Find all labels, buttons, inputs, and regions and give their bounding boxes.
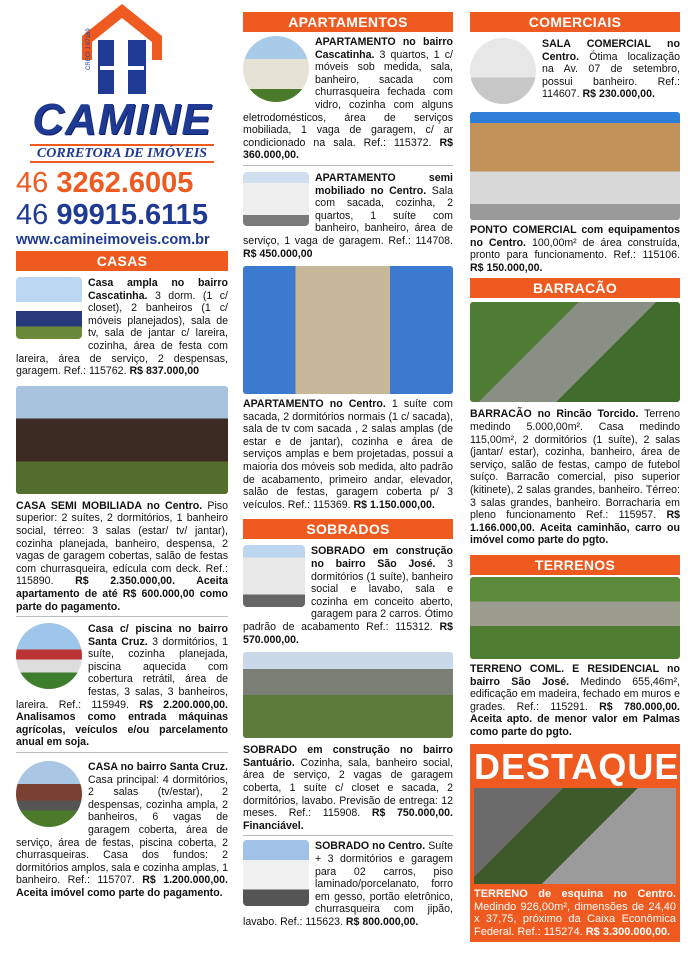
- listing-body: Terreno medindo 5.000,00m². Casa medindo 115,00m², 2 dormitórios (1 suíte), 2 salas (jantar/ estar), cozinha, banheiro, área de serviço, salão de festas, campo de futebol suíço. Barracão comercial, piso superior (kitinete), 2 salas grandes, banheiro. Térreo: 3 salas grandes, banheiro. Borracharia em pleno funcionamento Ref.: 115957.: [470, 408, 680, 522]
- destaque-box: [470, 744, 680, 942]
- listing-price: R$ 2.200.000,00. Analisamos como entrada máquinas agrícolas, veículos e/ou parcelamento anual em soja.: [16, 698, 228, 749]
- listing-title: SOBRADO em construção no bairro São José.: [311, 545, 453, 571]
- neighborhood-photo: [243, 652, 453, 738]
- listing-price: R$ 450.000,00: [243, 247, 313, 260]
- column-middle: [243, 0, 453, 929]
- section-header-terrenos: TERRENOS: [470, 555, 680, 575]
- listing-title: APARTAMENTO semi mobiliado no Centro.: [315, 171, 453, 197]
- divider: [16, 752, 228, 753]
- listing-casa-1: [16, 277, 228, 378]
- house-photo: [16, 623, 82, 689]
- listing-price: R$ 1.150.000,00.: [350, 498, 435, 511]
- creci-text: CRECI J 07169: [86, 28, 92, 70]
- house-photo: [243, 545, 305, 607]
- listing-body: Casa principal: 4 dormitórios, 2 salas (tv/estar), 2 despensas, cozinha ampla, 2 banheiros, 6 vagas de garagem coberta, área de serviço, área de festas, piscina coberta, 2 churrasqueiras. Casa dos fundos: 2 dormitórios amplos, sala e cozinha amplas, 1 banheiro. Ref.: 115707.: [16, 773, 228, 887]
- listing-body: 3 dormitórios, 1 suíte, cozinha planejada, piscina aquecida com cobertura retrátil, área de festas, 3 salas, 3 banheiros, lareira. Ref.: 115949.: [16, 635, 228, 711]
- listing-body: 3 dormitórios (1 suíte), banheiro social e lavabo, sala e cozinha em conceito aberto, garagem para 2 carros. Ótimo padrão de acabamento Ref.: 115312.: [243, 558, 453, 633]
- divider: [243, 835, 453, 836]
- listing-title: SOBRADO em construção no bairro Santuário.: [243, 744, 453, 769]
- listing-sobrado-2: [243, 744, 453, 832]
- listing-barracao: [470, 408, 680, 547]
- logo: [16, 0, 228, 98]
- listing-title: CASA no bairro Santa Cruz.: [88, 761, 228, 774]
- listing-body: 3 dorm. (1 c/ closet), 2 banheiros (1 c/ móveis planejados), sala de tv, sala de jantar c/ lareira, cozinha, área de festa com lareira, área de serviço, 2 despensas, garagem. Ref.: 115762.: [16, 289, 228, 378]
- listing-price: R$ 3.300.000,00.: [582, 925, 671, 938]
- listing-price: R$ 230.000,00.: [579, 88, 655, 101]
- website-link[interactable]: www.camineimoveis.com.br: [16, 232, 210, 248]
- listing-price: R$ 1.166.000,00. Aceita caminhão, carro ou imóvel como parte do pgto.: [470, 509, 680, 547]
- listing-price: R$ 780.000,00. Aceita apto. de menor valor em Palmas como parte do pgto.: [470, 700, 680, 738]
- column-left: [16, 0, 228, 900]
- house-photo: [16, 277, 82, 339]
- section-header-casas: CASAS: [16, 251, 228, 271]
- listing-body: Ótima localização na Av. 07 de setembro, possui banheiro. Ref.: 114607.: [542, 50, 680, 101]
- divider: [16, 616, 228, 617]
- listing-title: Casa ampla no bairro Cascatinha.: [88, 277, 228, 302]
- listing-price: R$ 150.000,00.: [470, 261, 543, 274]
- listing-title: APARTAMENTO no bairro Cascatinha.: [315, 36, 453, 61]
- listing-casa-2: [16, 500, 228, 613]
- section-header-comerciais: COMERCIAIS: [470, 12, 680, 32]
- listing-destaque: [474, 888, 676, 938]
- listing-body: Suíte + 3 dormitórios e garagem para 02 carros, piso laminado/porcelanato, forro em gesso, portão eletrônico, churrasqueira com jipão, lavabo. Ref.: 115623.: [243, 840, 453, 928]
- listing-terreno: [470, 663, 680, 739]
- section-header-barracao: BARRACÃO: [470, 278, 680, 298]
- listing-body: 100,00m² de área construída, pronto para funcionamento. Ref.: 115106.: [470, 236, 680, 262]
- listing-sobrado-3: [243, 840, 453, 928]
- column-right: [470, 0, 680, 942]
- listing-body: Piso superior: 2 suítes, 2 dormitórios, 1 banheiro social, térreo: 3 salas (estar/ tv/ jantar), cozinha planejada, banheiro, despensa, 2 vagas de garagem cobertas, salão de festas com churrasqueira, edícula com deck. Ref.: 115890.: [16, 499, 228, 588]
- aerial-photo-barracao: [470, 302, 680, 402]
- listing-price: R$ 2.350.000,00. Aceita apartamento de até R$ 600.000,00 como parte do pagamento.: [16, 575, 228, 613]
- commercial-photo: [470, 112, 680, 220]
- brand-name: CAMINE: [32, 95, 212, 144]
- listing-title: TERRENO de esquina no Centro.: [474, 888, 676, 901]
- office-photo: [470, 38, 536, 104]
- listing-body: Sala com sacada, cozinha, 2 quartos, 1 suíte com banheiro, banheiro, área de serviço, 1 vaga de garagem. Ref.: 114708.: [243, 184, 454, 247]
- destaque-title: DESTAQUE: [474, 746, 680, 788]
- listing-title: CASA SEMI MOBILIADA no Centro.: [16, 499, 203, 512]
- listing-title: TERRENO COML. E RESIDENCIAL no bairro São José.: [470, 662, 680, 688]
- divider: [243, 165, 453, 166]
- listing-price: R$ 360.000,00.: [243, 136, 453, 162]
- destaque-photo: [474, 788, 676, 884]
- listing-casa-4: [16, 761, 228, 900]
- listing-price: R$ 750.000,00. Financiável.: [243, 807, 453, 832]
- listing-price: R$ 570.000,00.: [243, 621, 453, 646]
- house-photo-large: [16, 386, 228, 494]
- listing-price: R$ 837.000,00: [126, 365, 199, 378]
- listing-apartamento-2: [243, 172, 453, 260]
- listing-title: Casa c/ piscina no bairro Santa Cruz.: [88, 623, 228, 648]
- section-header-apartamentos: APARTAMENTOS: [243, 12, 453, 32]
- building-photo-large: [243, 266, 453, 394]
- listing-sobrado-1: [243, 545, 453, 646]
- aerial-photo-terreno: [470, 577, 680, 659]
- listing-apartamento-1: [243, 36, 453, 162]
- house-photo: [243, 840, 309, 906]
- listing-body: Cozinha, sala, banheiro social, área de serviço, 2 vagas de garagem coberta, 1 suíte c/ closet e sacada, 2 dormitórios, lavabo. Previsão de entrega: 12 meses. Ref.: 115908.: [243, 756, 453, 820]
- section-header-sobrados: SOBRADOS: [243, 519, 453, 539]
- listing-title: PONTO COMERCIAL com equipamentos no Centro.: [470, 224, 680, 249]
- listing-comercial-2: [470, 224, 680, 274]
- listing-title: SALA COMERCIAL no Centro.: [542, 38, 680, 63]
- listing-title: APARTAMENTO no Centro.: [243, 398, 386, 411]
- listing-title: SOBRADO no Centro.: [315, 840, 426, 853]
- listing-casa-3: [16, 623, 228, 749]
- building-photo: [243, 172, 309, 226]
- building-photo: [243, 36, 309, 102]
- listing-price: R$ 800.000,00.: [342, 915, 419, 928]
- listing-body: 1 suíte com sacada, 2 dormitórios normais (1 c/ sacada), sala de tv com sacada , 2 salas amplas (de estar e de jantar), cozinha e área de serviços amplas e bem projetadas, possui a maioria dos móveis sob medida, alto padrão de acabamento, primeiro andar, elevador, salão de festas, garagem coberta p/ 3 veículos. Ref.: 115369.: [243, 398, 453, 511]
- listing-apartamento-3: [243, 398, 453, 511]
- listing-body: Medindo 655,46m², edificação em madeira, fechado em muros e grades. Ref.: 115291.: [470, 675, 680, 713]
- listing-body: 3 quartos, 1 c/ móveis sob medida, sala, banheiro, sacada com churrasqueira fechada com vidro, cozinha com alguns eletrodomésticos, área de serviços mobiliada, 1 vaga de garagem, c/ ar condicionado na sala. Ref.: 115372.: [243, 48, 453, 149]
- listing-comercial-1: [470, 38, 680, 106]
- brand-subtitle: CORRETORA DE IMÓVEIS: [30, 144, 214, 163]
- listing-body: Medindo 926,00m², dimensões de 24,40 x 37,75, próximo da Caixa Econômica Federal. Ref.: 115274.: [474, 900, 676, 938]
- house-photo: [16, 761, 82, 827]
- house-logo-icon: [16, 0, 228, 98]
- phone-2: 46 99915.6115: [16, 199, 208, 231]
- listing-title: BARRACÃO no Rincão Torcido.: [470, 408, 639, 421]
- phone-1: 46 3262.6005: [16, 167, 194, 199]
- listing-price: R$ 1.200.000,00. Aceita imóvel como parte do pagamento.: [16, 874, 228, 899]
